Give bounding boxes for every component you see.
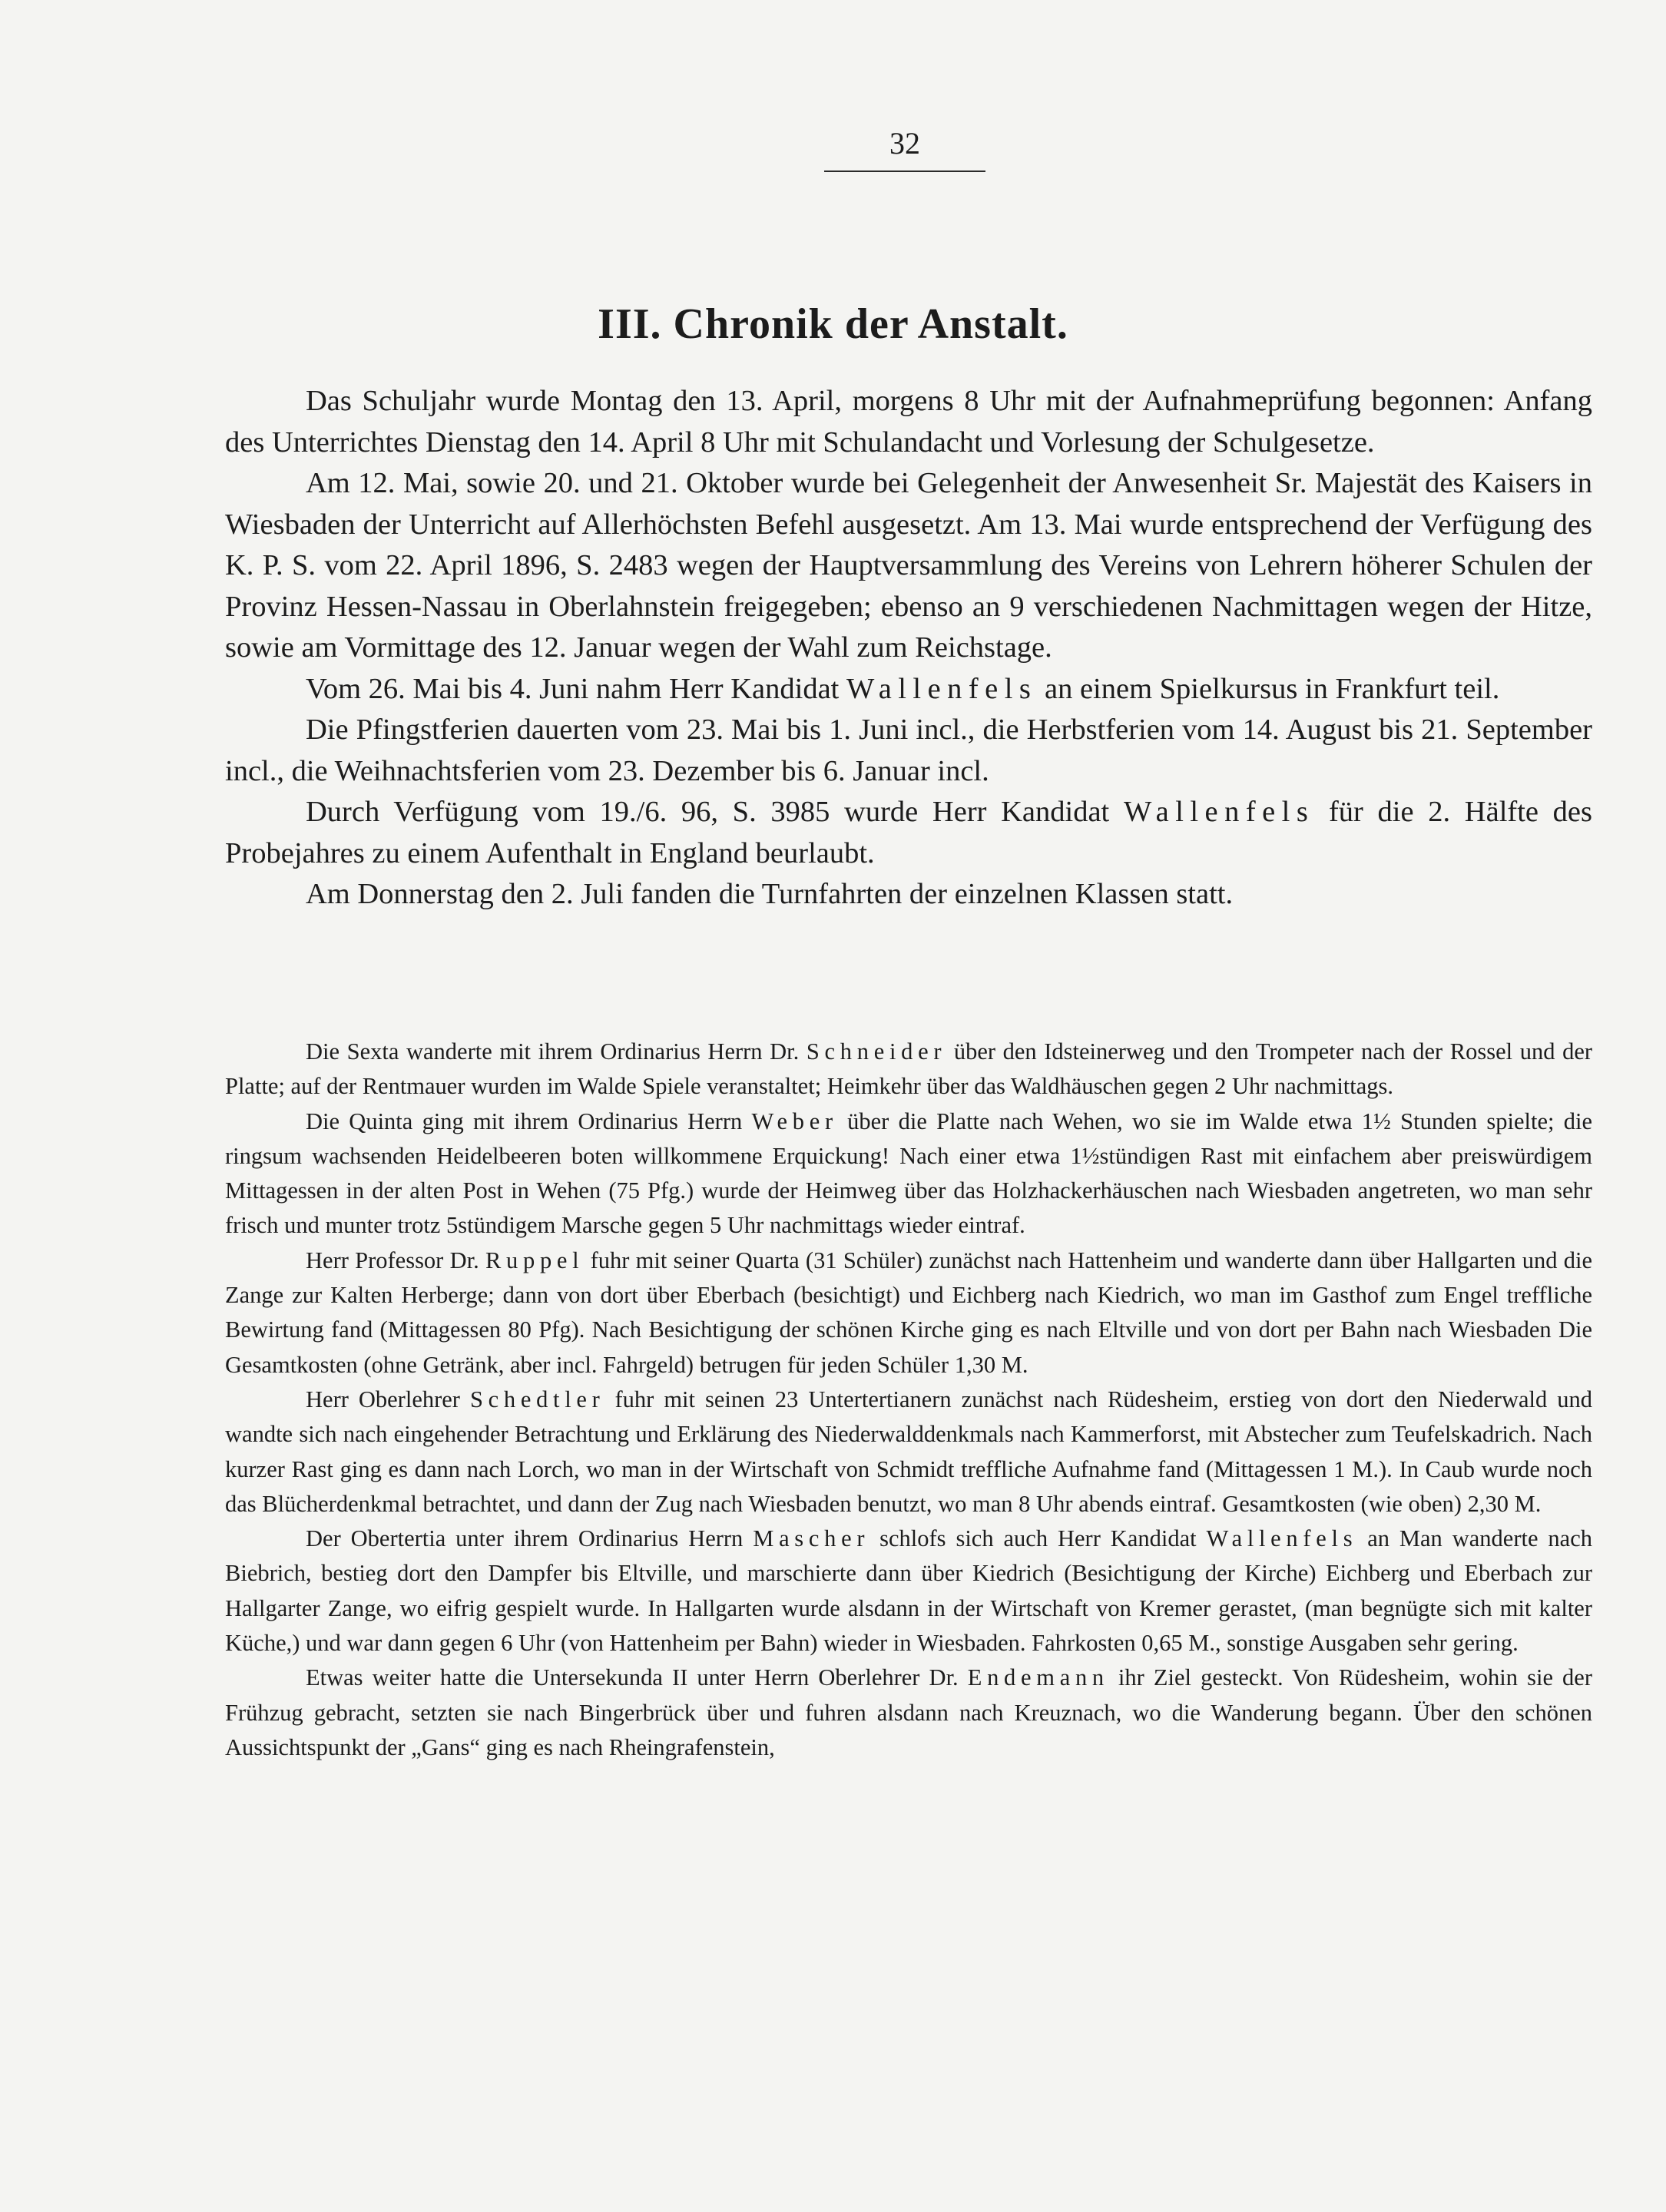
paragraph-text: schlofs sich auch Herr Kandidat [869,1525,1207,1552]
person-name: Mascher [753,1525,870,1552]
person-name: Weber [751,1108,838,1134]
paragraph-gym-excursions: Am Donnerstag den 2. Juli fanden die Turnfahrten der einzelnen Klassen statt. [306,878,1234,910]
paragraph-text: Der Obertertia unter ihrem Ordinarius Herrn [306,1525,754,1552]
paragraph-text: Die Sexta wanderte mit ihrem Ordinarius Herrn Dr. [306,1038,807,1065]
paragraph-text: Vom 26. Mai bis 4. Juni nahm Herr Kandidat [306,672,846,705]
paragraph-text: über die Platte nach Wehen, wo sie im Walde etwa 1½ Stunden spielte; die ringsum wachsenden Heidelbeeren boten willkommene Erquickung! Nach einer etwa 1½stündigen Rast mit einfachem aber preiswürdigem Mittagessen in der alten Post in Wehen (75 Pfg.) wurde der Heimweg über das Holzhackerhäuschen nach Wiesbaden angetreten, wo man sehr frisch und munter trotz 5stündigem Marsche gegen 5 Uhr nachmittags wieder eintraf. [225,1108,1592,1239]
excursion-sexta [225,1035,1592,1104]
excursion-untertertia [225,1382,1592,1522]
paragraph-text: Etwas weiter hatte die Untersekunda II unter Herrn Oberlehrer Dr. [306,1664,968,1691]
section-title: III. Chronik der Anstalt. [598,300,1068,348]
excursion-untersekunda [225,1661,1592,1765]
excursion-reports [225,1035,1592,1765]
paragraph-text: fuhr mit seiner Quarta (31 Schüler) zunächst nach Hattenheim und wanderte dann über Hallgarten und die Zange zur Kalten Herberge; dann von dort über Eberbach (besichtigt) und Eichberg nach Kiedrich, wo man im Gasthof zum Engel treffliche Bewirtung fand (Mittagessen 80 Pfg). Nach Besichtigung der schönen Kirche ging es nach Eltville und von dort per Bahn nach Wiesbaden Die Gesamtkosten (ohne Getränk, aber incl. Fahrgeld) betrugen für jeden Schüler 1,30 M. [225,1247,1592,1378]
paragraph-school-year: Das Schuljahr wurde Montag den 13. April, morgens 8 Uhr mit der Aufnahmeprüfung begonnen: Anfang des Unterrichtes Dienstag den 14. April 8 Uhr mit Schulandacht und Vorlesung der Schulgesetze. [225,385,1592,459]
person-name: Wallenfels [846,672,1038,705]
chronicle-main-text [225,381,1592,916]
paragraph-text: an einem Spielkursus in Frankfurt teil. [1037,672,1500,705]
person-name: Schneider [806,1038,947,1065]
paragraph-text: über den Idsteinerweg und den Trompeter nach der Rossel und der Platte; auf der Rentmauer wurden im Walde Spiele veranstaltet; Heimkehr über das Waldhäuschen gegen 2 Uhr nachmittags. [225,1038,1593,1100]
paragraph-text: fuhr mit seinen 23 Untertertianern zunächst nach Rüdesheim, erstieg von dort den Niederwald und wandte sich nach eingehender Betrachtung und Erklärung des Niederwalddenkmals nach Kammerforst, mit Abstecher zum Teufelskadrich. Nach kurzer Rast ging es dann nach Lorch, wo man in der Wirtschaft von Schmidt treffliche Aufnahme fand (Mittagessen 1 M.). In Caub wurde noch das Blücherdenkmal betrachtet, und dann der Zug nach Wiesbaden benutzt, wo man 8 Uhr abends eintraf. Gesamtkosten (wie oben) 2,30 M. [225,1386,1592,1517]
excursion-quinta [225,1104,1592,1243]
paragraph-text: für die 2. Hälfte des Probejahres zu einem Aufenthalt in England beurlaubt. [225,796,1592,869]
paragraph-text: ihr Ziel gesteckt. Von Rüdesheim, wohin sie der Frühzug gebracht, setzten sie nach Bingerbrück über und fuhren alsdann nach Kreuznach, wo die Wanderung begann. Über den schönen Aussichtspunkt der „Gans“ ging es nach Rheingrafenstein, [225,1664,1592,1760]
excursion-quarta [225,1243,1592,1382]
paragraph-text: Herr Professor Dr. [306,1247,485,1273]
excursion-obertertia [225,1522,1592,1661]
paragraph-text: an Man wanderte nach Biebrich, bestieg dort den Dampfer bis Eltville, und marschierte dann über Kiedrich (Besichtigung der Kirche) Eichberg und Eberbach zur Hallgarter Zange, wo eifrig gespielt wurde. In Hallgarten wurde alsdann in der Wirtschaft von Kremer gerastet, (man begnügte sich mit kalter Küche,) und war dann gegen 6 Uhr (von Hattenheim per Bahn) wieder in Wiesbaden. Fahrkosten 0,65 M., sonstige Ausgaben sehr gering. [225,1525,1592,1657]
person-name: Endemann [967,1664,1109,1691]
paragraph-text: Herr Oberlehrer [306,1386,470,1412]
person-name: Wallenfels [1206,1525,1358,1552]
paragraph-text: Die Quinta ging mit ihrem Ordinarius Herrn [306,1108,752,1134]
paragraph-holidays: Die Pfingstferien dauerten vom 23. Mai bis 1. Juni incl., die Herbstferien vom 14. August bis 21. September incl., die Weihnachtsferien vom 23. Dezember bis 6. Januar incl. [225,714,1592,787]
paragraph-text: Durch Verfügung vom 19./6. 96, S. 3985 wurde Herr Kandidat [306,796,1124,828]
page-number-rule [824,171,985,172]
person-name: Wallenfels [1123,796,1315,828]
paragraph-leave-england [225,792,1592,874]
page-number: 32 [889,126,920,161]
paragraph-lesson-cancellations: Am 12. Mai, sowie 20. und 21. Oktober wurde bei Gelegenheit der Anwesenheit Sr. Majestät des Kaisers in Wiesbaden der Unterricht auf Allerhöchsten Befehl ausgesetzt. Am 13. Mai wurde entsprechend der Verfügung des K. P. S. vom 22. April 1896, S. 2483 wegen der Hauptversammlung des Vereins von Lehrern höherer Schulen der Provinz Hessen-Nassau in Oberlahnstein freigegeben; ebenso an 9 verschiedenen Nachmittagen wegen der Hitze, sowie am Vormittage des 12. Januar wegen der Wahl zum Reichstage. [225,467,1592,664]
paragraph-game-course [225,669,1592,710]
person-name: Schedtler [469,1386,605,1412]
person-name: Ruppel [485,1247,585,1273]
